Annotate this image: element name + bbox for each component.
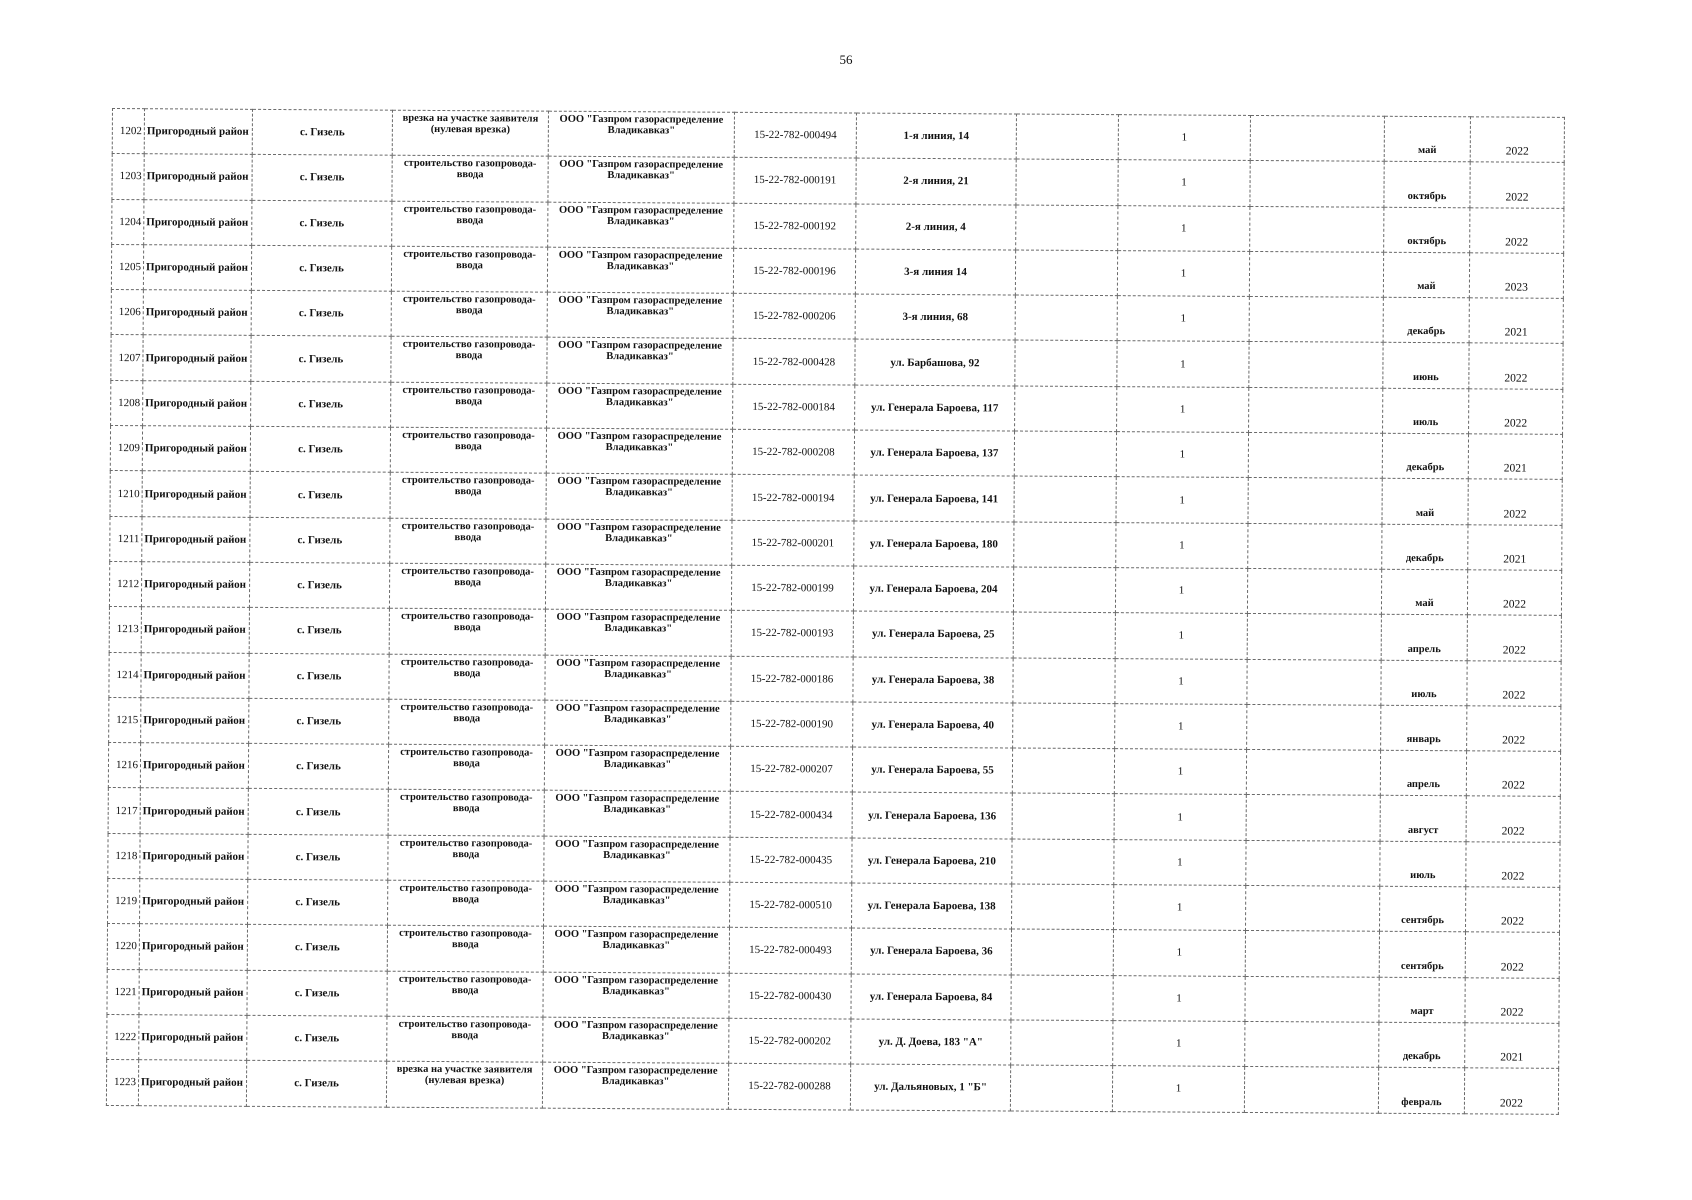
application-id-cell: 15-22-782-000493 bbox=[729, 928, 851, 974]
application-id-cell: 15-22-782-000199 bbox=[731, 565, 853, 611]
work-type-cell: строительство газопровода-ввода bbox=[392, 201, 548, 247]
district-cell: Пригородный район bbox=[144, 109, 252, 155]
empty-cell bbox=[1011, 929, 1113, 975]
organization-cell: ООО "Газпром газораспределение Владикавказ" bbox=[545, 609, 731, 655]
work-type-cell: строительство газопровода-ввода bbox=[390, 427, 546, 473]
address-cell: ул. Генерала Бароева, 137 bbox=[854, 430, 1014, 476]
organization-cell: ООО "Газпром газораспределение Владикавказ" bbox=[548, 202, 734, 248]
organization-cell: ООО "Газпром газораспределение Владикавказ" bbox=[542, 1062, 728, 1108]
district-cell: Пригородный район bbox=[140, 788, 248, 834]
application-id-cell: 15-22-782-000192 bbox=[734, 203, 856, 249]
empty-cell bbox=[1248, 478, 1382, 524]
district-cell: Пригородный район bbox=[143, 335, 251, 381]
quantity-cell: 1 bbox=[1113, 930, 1245, 976]
work-type-cell: строительство газопровода-ввода bbox=[388, 835, 544, 881]
district-cell: Пригородный район bbox=[141, 562, 249, 608]
empty-cell bbox=[1014, 476, 1116, 522]
empty-cell bbox=[1245, 1021, 1379, 1067]
month-cell: май bbox=[1381, 569, 1467, 615]
month-cell: июль bbox=[1380, 841, 1466, 887]
year-cell: 2022 bbox=[1466, 796, 1560, 842]
address-cell: ул. Генерала Бароева, 25 bbox=[853, 611, 1013, 657]
row-number: 1208 bbox=[111, 380, 143, 425]
empty-cell bbox=[1016, 159, 1118, 205]
empty-cell bbox=[1247, 704, 1381, 750]
application-id-cell: 15-22-782-000435 bbox=[730, 837, 852, 883]
month-cell: декабрь bbox=[1382, 433, 1468, 479]
organization-cell: ООО "Газпром газораспределение Владикавказ" bbox=[544, 791, 730, 837]
district-cell: Пригородный район bbox=[141, 652, 249, 698]
application-id-cell: 15-22-782-000196 bbox=[733, 248, 855, 294]
row-number: 1217 bbox=[108, 788, 140, 833]
year-cell: 2022 bbox=[1465, 977, 1559, 1023]
work-type-cell: врезка на участке заявителя (нулевая врезка) bbox=[386, 1061, 542, 1107]
application-id-cell: 15-22-782-000206 bbox=[733, 293, 855, 339]
quantity-cell: 1 bbox=[1115, 613, 1247, 659]
work-type-cell: строительство газопровода-ввода bbox=[388, 880, 544, 926]
month-cell: декабрь bbox=[1379, 1022, 1465, 1068]
address-cell: ул. Генерала Бароева, 40 bbox=[853, 702, 1013, 748]
year-cell: 2022 bbox=[1464, 1068, 1558, 1114]
table-row bbox=[106, 1060, 1558, 1114]
work-type-cell: строительство газопровода-ввода bbox=[391, 246, 547, 292]
empty-cell bbox=[1016, 114, 1118, 160]
quantity-cell: 1 bbox=[1114, 749, 1246, 795]
empty-cell bbox=[1011, 884, 1113, 930]
empty-cell bbox=[1246, 750, 1380, 796]
quantity-cell: 1 bbox=[1116, 522, 1248, 568]
work-type-cell: строительство газопровода-ввода bbox=[387, 1016, 543, 1062]
address-cell: 2-я линия, 21 bbox=[856, 158, 1016, 204]
village-cell: с. Гизель bbox=[247, 1015, 387, 1061]
village-cell: с. Гизель bbox=[252, 109, 392, 155]
district-cell: Пригородный район bbox=[144, 154, 252, 200]
empty-cell bbox=[1014, 431, 1116, 477]
row-number: 1214 bbox=[109, 652, 141, 697]
application-id-cell: 15-22-782-000430 bbox=[729, 973, 851, 1019]
work-type-cell: строительство газопровода-ввода bbox=[388, 790, 544, 836]
address-cell: 1-я линия, 14 bbox=[856, 113, 1016, 159]
work-type-cell: строительство газопровода-ввода bbox=[391, 291, 547, 337]
month-cell: январь bbox=[1381, 705, 1467, 751]
year-cell: 2021 bbox=[1465, 1023, 1559, 1069]
address-cell: ул. Д. Доева, 183 "А" bbox=[851, 1019, 1011, 1065]
district-cell: Пригородный район bbox=[138, 1060, 246, 1106]
year-cell: 2022 bbox=[1465, 887, 1559, 933]
village-cell: с. Гизель bbox=[247, 970, 387, 1016]
quantity-cell: 1 bbox=[1114, 794, 1246, 840]
village-cell: с. Гизель bbox=[249, 562, 389, 608]
work-type-cell: строительство газопровода-ввода bbox=[387, 971, 543, 1017]
organization-cell: ООО "Газпром газораспределение Владикавказ" bbox=[543, 972, 729, 1018]
village-cell: с. Гизель bbox=[249, 608, 389, 654]
year-cell: 2021 bbox=[1468, 434, 1562, 480]
month-cell: апрель bbox=[1380, 750, 1466, 796]
application-id-cell: 15-22-782-000494 bbox=[734, 112, 856, 158]
application-id-cell: 15-22-782-000194 bbox=[732, 475, 854, 521]
quantity-cell: 1 bbox=[1113, 1021, 1245, 1067]
row-number: 1211 bbox=[110, 516, 142, 561]
organization-cell: ООО "Газпром газораспределение Владикавказ" bbox=[548, 111, 734, 157]
district-cell: Пригородный район bbox=[140, 879, 248, 925]
year-cell: 2021 bbox=[1469, 298, 1563, 344]
district-cell: Пригородный район bbox=[139, 1015, 247, 1061]
organization-cell: ООО "Газпром газораспределение Владикавказ" bbox=[547, 338, 733, 384]
month-cell: июль bbox=[1383, 388, 1469, 434]
address-cell: ул. Генерала Бароева, 55 bbox=[852, 747, 1012, 793]
row-number: 1212 bbox=[109, 561, 141, 606]
month-cell: сентябрь bbox=[1379, 932, 1465, 978]
application-id-cell: 15-22-782-000186 bbox=[731, 656, 853, 702]
village-cell: с. Гизель bbox=[251, 336, 391, 382]
district-cell: Пригородный район bbox=[139, 924, 247, 970]
month-cell: октябрь bbox=[1384, 162, 1470, 208]
organization-cell: ООО "Газпром газораспределение Владикавказ" bbox=[546, 519, 732, 565]
row-number: 1202 bbox=[112, 109, 144, 154]
quantity-cell: 1 bbox=[1114, 839, 1246, 885]
district-cell: Пригородный район bbox=[143, 380, 251, 426]
address-cell: 3-я линия, 68 bbox=[855, 294, 1015, 340]
year-cell: 2022 bbox=[1470, 162, 1564, 208]
quantity-cell: 1 bbox=[1117, 386, 1249, 432]
application-id-cell: 15-22-782-000428 bbox=[733, 339, 855, 385]
address-cell: ул. Генерала Бароева, 136 bbox=[852, 792, 1012, 838]
organization-cell: ООО "Газпром газораспределение Владикавказ" bbox=[543, 1017, 729, 1063]
month-cell: май bbox=[1384, 116, 1470, 162]
empty-cell bbox=[1013, 658, 1115, 704]
work-type-cell: врезка на участке заявителя (нулевая врезка) bbox=[392, 110, 548, 156]
month-cell: сентябрь bbox=[1379, 886, 1465, 932]
empty-cell bbox=[1011, 975, 1113, 1021]
organization-cell: ООО "Газпром газораспределение Владикавказ" bbox=[545, 655, 731, 701]
empty-cell bbox=[1248, 523, 1382, 569]
work-type-cell: строительство газопровода-ввода bbox=[387, 926, 543, 972]
work-type-cell: строительство газопровода-ввода bbox=[389, 699, 545, 745]
address-cell: ул. Дальяновых, 1 "Б" bbox=[850, 1064, 1010, 1110]
empty-cell bbox=[1247, 614, 1381, 660]
village-cell: с. Гизель bbox=[251, 291, 391, 337]
month-cell: апрель bbox=[1381, 615, 1467, 661]
village-cell: с. Гизель bbox=[249, 698, 389, 744]
month-cell: июль bbox=[1381, 660, 1467, 706]
empty-cell bbox=[1250, 115, 1384, 161]
quantity-cell: 1 bbox=[1116, 477, 1248, 523]
row-number: 1215 bbox=[109, 697, 141, 742]
organization-cell: ООО "Газпром газораспределение Владикавказ" bbox=[546, 474, 732, 520]
row-number: 1205 bbox=[111, 244, 143, 289]
work-type-cell: строительство газопровода-ввода bbox=[389, 608, 545, 654]
empty-cell bbox=[1012, 748, 1114, 794]
empty-cell bbox=[1249, 297, 1383, 343]
village-cell: с. Гизель bbox=[248, 789, 388, 835]
year-cell: 2023 bbox=[1469, 253, 1563, 299]
table-body bbox=[106, 109, 1564, 1114]
empty-cell bbox=[1013, 703, 1115, 749]
address-cell: ул. Генерала Бароева, 210 bbox=[852, 838, 1012, 884]
empty-cell bbox=[1015, 386, 1117, 432]
village-cell: с. Гизель bbox=[250, 426, 390, 472]
empty-cell bbox=[1010, 1065, 1112, 1111]
empty-cell bbox=[1245, 976, 1379, 1022]
quantity-cell: 1 bbox=[1112, 1066, 1244, 1112]
row-number: 1210 bbox=[110, 471, 142, 516]
year-cell: 2022 bbox=[1467, 660, 1561, 706]
year-cell: 2021 bbox=[1468, 524, 1562, 570]
village-cell: с. Гизель bbox=[248, 834, 388, 880]
row-number: 1216 bbox=[108, 743, 140, 788]
work-type-cell: строительство газопровода-ввода bbox=[388, 744, 544, 790]
address-cell: ул. Генерала Бароева, 36 bbox=[851, 928, 1011, 974]
village-cell: с. Гизель bbox=[249, 653, 389, 699]
address-cell: ул. Генерала Бароева, 117 bbox=[855, 385, 1015, 431]
address-cell: ул. Генерала Бароева, 84 bbox=[851, 974, 1011, 1020]
organization-cell: ООО "Газпром газораспределение Владикавказ" bbox=[544, 881, 730, 927]
month-cell: февраль bbox=[1378, 1067, 1464, 1113]
empty-cell bbox=[1013, 567, 1115, 613]
quantity-cell: 1 bbox=[1117, 296, 1249, 342]
district-cell: Пригородный район bbox=[141, 607, 249, 653]
empty-cell bbox=[1249, 387, 1383, 433]
empty-cell bbox=[1247, 568, 1381, 614]
row-number: 1203 bbox=[112, 154, 144, 199]
district-cell: Пригородный район bbox=[144, 199, 252, 245]
work-type-cell: строительство газопровода-ввода bbox=[392, 156, 548, 202]
organization-cell: ООО "Газпром газораспределение Владикавказ" bbox=[548, 156, 734, 202]
year-cell: 2022 bbox=[1469, 389, 1563, 435]
empty-cell bbox=[1013, 612, 1115, 658]
empty-cell bbox=[1015, 295, 1117, 341]
empty-cell bbox=[1012, 839, 1114, 885]
application-id-cell: 15-22-782-000434 bbox=[730, 792, 852, 838]
application-id-cell: 15-22-782-000191 bbox=[734, 158, 856, 204]
empty-cell bbox=[1245, 931, 1379, 977]
organization-cell: ООО "Газпром газораспределение Владикавказ" bbox=[544, 745, 730, 791]
district-cell: Пригородный район bbox=[140, 743, 248, 789]
work-type-cell: строительство газопровода-ввода bbox=[389, 654, 545, 700]
row-number: 1219 bbox=[108, 879, 140, 924]
village-cell: с. Гизель bbox=[247, 925, 387, 971]
quantity-cell: 1 bbox=[1115, 703, 1247, 749]
village-cell: с. Гизель bbox=[252, 200, 392, 246]
month-cell: май bbox=[1382, 479, 1468, 525]
village-cell: с. Гизель bbox=[246, 1061, 386, 1107]
row-number: 1209 bbox=[110, 426, 142, 471]
row-number: 1223 bbox=[106, 1060, 138, 1105]
year-cell: 2022 bbox=[1470, 207, 1564, 253]
village-cell: с. Гизель bbox=[248, 744, 388, 790]
organization-cell: ООО "Газпром газораспределение Владикавказ" bbox=[547, 383, 733, 429]
year-cell: 2022 bbox=[1468, 479, 1562, 525]
empty-cell bbox=[1247, 659, 1381, 705]
village-cell: с. Гизель bbox=[251, 245, 391, 291]
month-cell: декабрь bbox=[1383, 297, 1469, 343]
empty-cell bbox=[1249, 251, 1383, 297]
row-number: 1222 bbox=[107, 1014, 139, 1059]
empty-cell bbox=[1016, 205, 1118, 251]
page-number: 56 bbox=[839, 52, 853, 67]
row-number: 1204 bbox=[112, 199, 144, 244]
application-id-cell: 15-22-782-000207 bbox=[730, 746, 852, 792]
month-cell: август bbox=[1380, 796, 1466, 842]
empty-cell bbox=[1250, 161, 1384, 207]
village-cell: с. Гизель bbox=[252, 155, 392, 201]
work-type-cell: строительство газопровода-ввода bbox=[390, 473, 546, 519]
application-id-cell: 15-22-782-000208 bbox=[732, 429, 854, 475]
year-cell: 2022 bbox=[1467, 615, 1561, 661]
empty-cell bbox=[1244, 1067, 1378, 1113]
address-cell: ул. Генерала Бароева, 38 bbox=[853, 657, 1013, 703]
application-id-cell: 15-22-782-000201 bbox=[732, 520, 854, 566]
year-cell: 2022 bbox=[1465, 932, 1559, 978]
organization-cell: ООО "Газпром газораспределение Владикавказ" bbox=[547, 247, 733, 293]
organization-cell: ООО "Газпром газораспределение Владикавказ" bbox=[545, 564, 731, 610]
work-type-cell: строительство газопровода-ввода bbox=[389, 563, 545, 609]
application-id-cell: 15-22-782-000190 bbox=[731, 701, 853, 747]
empty-cell bbox=[1250, 206, 1384, 252]
empty-cell bbox=[1246, 795, 1380, 841]
row-number: 1206 bbox=[111, 290, 143, 335]
organization-cell: ООО "Газпром газораспределение Владикавказ" bbox=[545, 700, 731, 746]
district-cell: Пригородный район bbox=[143, 245, 251, 291]
address-cell: ул. Барбашова, 92 bbox=[855, 340, 1015, 386]
village-cell: с. Гизель bbox=[248, 879, 388, 925]
row-number: 1207 bbox=[111, 335, 143, 380]
quantity-cell: 1 bbox=[1115, 568, 1247, 614]
village-cell: с. Гизель bbox=[251, 381, 391, 427]
month-cell: июнь bbox=[1383, 343, 1469, 389]
district-cell: Пригородный район bbox=[142, 426, 250, 472]
quantity-cell: 1 bbox=[1118, 115, 1250, 161]
address-cell: ул. Генерала Бароева, 141 bbox=[854, 475, 1014, 521]
month-cell: март bbox=[1379, 977, 1465, 1023]
address-cell: ул. Генерала Бароева, 204 bbox=[853, 566, 1013, 612]
quantity-cell: 1 bbox=[1117, 341, 1249, 387]
row-number: 1221 bbox=[107, 969, 139, 1014]
organization-cell: ООО "Газпром газораспределение Владикавказ" bbox=[544, 836, 730, 882]
district-cell: Пригородный район bbox=[142, 471, 250, 517]
district-cell: Пригородный район bbox=[141, 698, 249, 744]
district-cell: Пригородный район bbox=[142, 516, 250, 562]
address-cell: 2-я линия, 4 bbox=[856, 204, 1016, 250]
empty-cell bbox=[1011, 1020, 1113, 1066]
empty-cell bbox=[1246, 840, 1380, 886]
year-cell: 2022 bbox=[1466, 751, 1560, 797]
year-cell: 2022 bbox=[1469, 343, 1563, 389]
empty-cell bbox=[1012, 793, 1114, 839]
address-cell: 3-я линия 14 bbox=[855, 249, 1015, 295]
empty-cell bbox=[1249, 342, 1383, 388]
quantity-cell: 1 bbox=[1118, 205, 1250, 251]
organization-cell: ООО "Газпром газораспределение Владикавказ" bbox=[547, 292, 733, 338]
quantity-cell: 1 bbox=[1115, 658, 1247, 704]
month-cell: октябрь bbox=[1384, 207, 1470, 253]
year-cell: 2022 bbox=[1467, 706, 1561, 752]
application-id-cell: 15-22-782-000510 bbox=[730, 882, 852, 928]
quantity-cell: 1 bbox=[1116, 432, 1248, 478]
row-number: 1218 bbox=[108, 833, 140, 878]
empty-cell bbox=[1015, 341, 1117, 387]
row-number: 1220 bbox=[107, 924, 139, 969]
organization-cell: ООО "Газпром газораспределение Владикавказ" bbox=[546, 428, 732, 474]
empty-cell bbox=[1014, 522, 1116, 568]
year-cell: 2022 bbox=[1470, 117, 1564, 163]
work-type-cell: строительство газопровода-ввода bbox=[390, 518, 546, 564]
application-id-cell: 15-22-782-000202 bbox=[729, 1018, 851, 1064]
year-cell: 2022 bbox=[1466, 842, 1560, 888]
village-cell: с. Гизель bbox=[250, 517, 390, 563]
month-cell: май bbox=[1383, 252, 1469, 298]
address-cell: ул. Генерала Бароева, 138 bbox=[852, 883, 1012, 929]
empty-cell bbox=[1248, 433, 1382, 479]
application-id-cell: 15-22-782-000184 bbox=[733, 384, 855, 430]
application-id-cell: 15-22-782-000193 bbox=[731, 611, 853, 657]
application-id-cell: 15-22-782-000288 bbox=[728, 1064, 850, 1110]
quantity-cell: 1 bbox=[1113, 885, 1245, 931]
work-type-cell: строительство газопровода-ввода bbox=[391, 337, 547, 383]
month-cell: декабрь bbox=[1382, 524, 1468, 570]
row-number: 1213 bbox=[109, 607, 141, 652]
district-cell: Пригородный район bbox=[140, 833, 248, 879]
quantity-cell: 1 bbox=[1113, 975, 1245, 1021]
empty-cell bbox=[1015, 250, 1117, 296]
year-cell: 2022 bbox=[1467, 570, 1561, 616]
work-type-cell: строительство газопровода-ввода bbox=[391, 382, 547, 428]
address-cell: ул. Генерала Бароева, 180 bbox=[854, 521, 1014, 567]
registry-table bbox=[106, 108, 1565, 1114]
quantity-cell: 1 bbox=[1118, 160, 1250, 206]
village-cell: с. Гизель bbox=[250, 472, 390, 518]
district-cell: Пригородный район bbox=[143, 290, 251, 336]
quantity-cell: 1 bbox=[1117, 251, 1249, 297]
district-cell: Пригородный район bbox=[139, 969, 247, 1015]
organization-cell: ООО "Газпром газораспределение Владикавказ" bbox=[543, 926, 729, 972]
empty-cell bbox=[1245, 885, 1379, 931]
